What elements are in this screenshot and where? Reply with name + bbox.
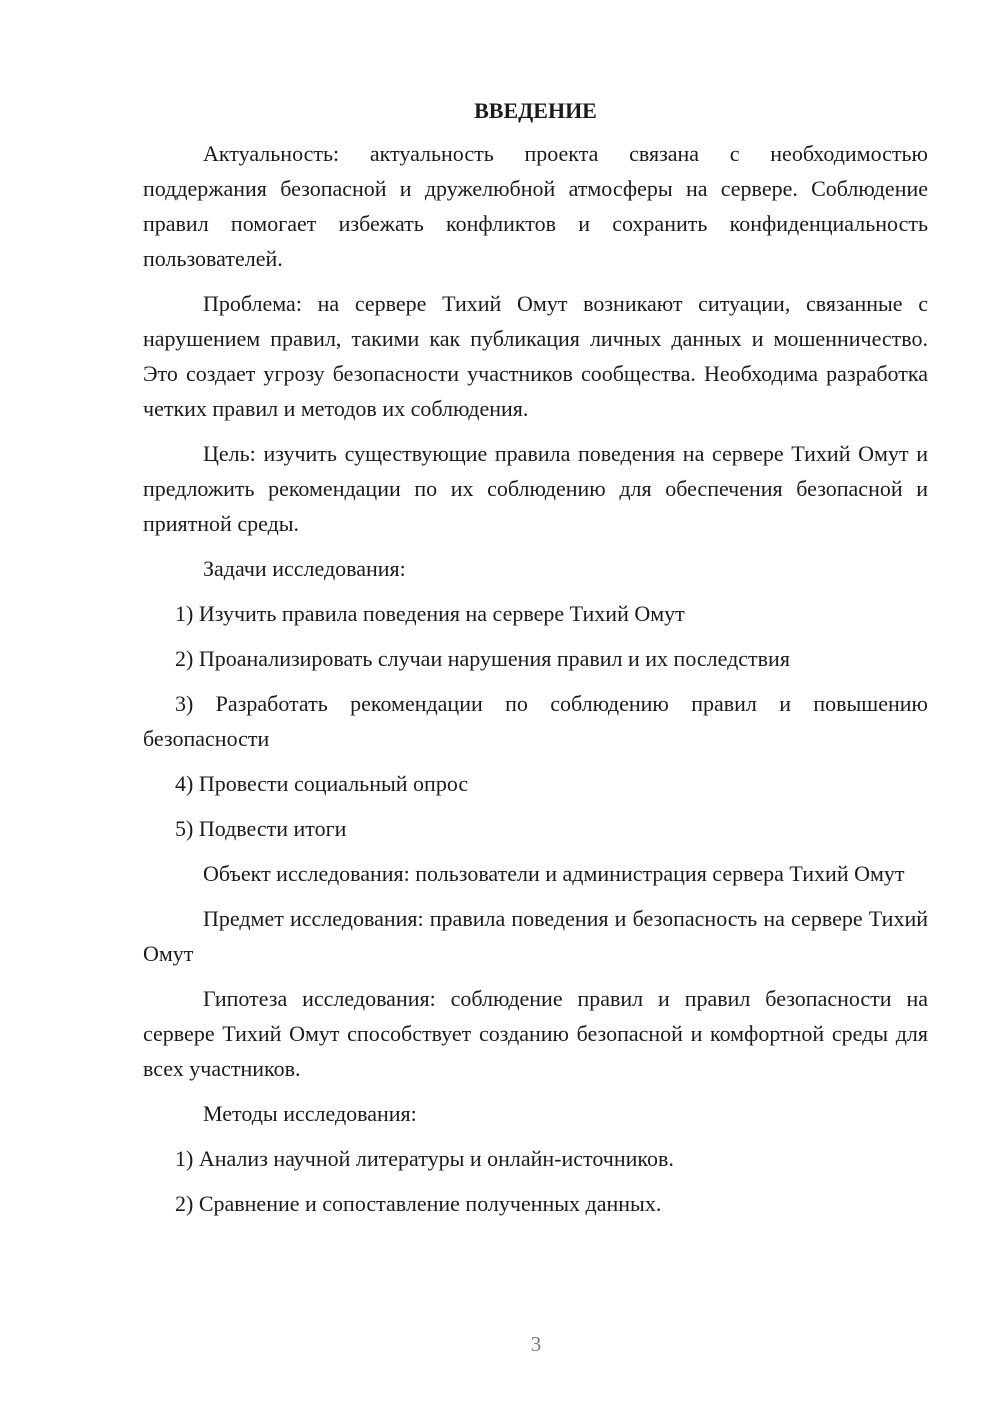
task-item: 2) Проанализировать случаи нарушения правил и их последствия [175, 646, 790, 671]
section-title: ВВЕДЕНИЕ [474, 98, 597, 123]
subject-paragraph: Предмет исследования: правила поведения и безопасность на сервере Тихий Омут [143, 906, 928, 966]
method-item: 2) Сравнение и сопоставление полученных данных. [175, 1191, 662, 1216]
goal-paragraph: Цель: изучить существующие правила поведения на сервере Тихий Омут и предложить рекомендации по их соблюдению для обеспечения безопасной и приятной среды. [143, 441, 928, 536]
page-number: 3 [530, 1332, 542, 1356]
hypothesis-paragraph: Гипотеза исследования: соблюдение правил и правил безопасности на сервере Тихий Омут способствует созданию безопасной и комфортной среды для всех участников. [143, 986, 928, 1081]
relevance-paragraph: Актуальность: актуальность проекта связана с необходимостью поддержания безопасной и дружелюбной атмосферы на сервере. Соблюдение правил помогает избежать конфликтов и сохранить конфиденциальность пользователей. [143, 141, 928, 271]
problem-paragraph: Проблема: на сервере Тихий Омут возникают ситуации, связанные с нарушением правил, такими как публикация личных данных и мошенничество. Это создает угрозу безопасности участников сообщества. Необходима разработка четких правил и методов их соблюдения. [143, 291, 928, 421]
methods-heading: Методы исследования: [203, 1101, 417, 1126]
task-item: 3) Разработать рекомендации по соблюдению правил и повышению безопасности [143, 691, 928, 751]
document-page [143, 96, 928, 1231]
object-paragraph: Объект исследования: пользователи и администрация сервера Тихий Омут [203, 861, 905, 886]
task-item: 1) Изучить правила поведения на сервере Тихий Омут [175, 601, 685, 626]
method-item: 1) Анализ научной литературы и онлайн-источников. [175, 1146, 674, 1171]
task-item: 4) Провести социальный опрос [175, 771, 469, 796]
tasks-heading: Задачи исследования: [203, 556, 406, 581]
task-item: 5) Подвести итоги [175, 816, 347, 841]
